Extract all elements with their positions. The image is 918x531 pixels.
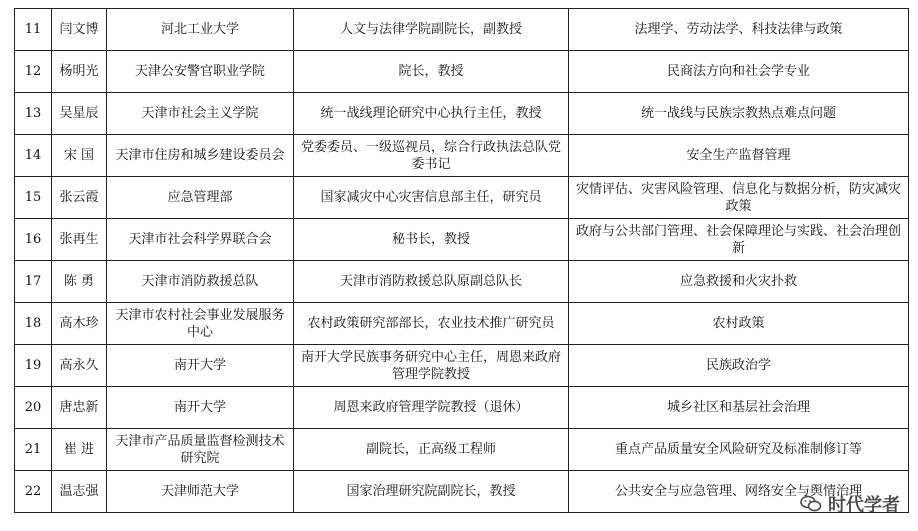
position-title-cell: 国家减灾中心灾害信息部主任，研究员 bbox=[294, 177, 569, 219]
table-row bbox=[15, 93, 909, 135]
table-row bbox=[15, 51, 909, 93]
organization-cell: 应急管理部 bbox=[107, 177, 294, 219]
person-name-cell: 张再生 bbox=[52, 219, 107, 261]
position-title-cell: 党委委员、一级巡视员，综合行政执法总队党委书记 bbox=[294, 135, 569, 177]
organization-cell: 南开大学 bbox=[107, 345, 294, 387]
organization-cell: 天津师范大学 bbox=[107, 471, 294, 513]
wechat-icon bbox=[800, 495, 822, 513]
organization-cell: 天津市社会主义学院 bbox=[107, 93, 294, 135]
table-row bbox=[15, 303, 909, 345]
table-row bbox=[15, 135, 909, 177]
person-name-cell: 高木珍 bbox=[52, 303, 107, 345]
table-row bbox=[15, 471, 909, 513]
expertise-field-cell: 重点产品质量安全风险研究及标准制修订等 bbox=[569, 429, 909, 471]
row-number-cell: 18 bbox=[15, 303, 52, 345]
position-title-cell: 院长，教授 bbox=[294, 51, 569, 93]
expertise-field-cell: 统一战线与民族宗教热点难点问题 bbox=[569, 93, 909, 135]
row-number-cell: 15 bbox=[15, 177, 52, 219]
organization-cell: 天津公安警官职业学院 bbox=[107, 51, 294, 93]
row-number-cell: 13 bbox=[15, 93, 52, 135]
experts-table-body bbox=[15, 9, 909, 513]
row-number-cell: 12 bbox=[15, 51, 52, 93]
expertise-field-cell: 灾情评估、灾害风险管理、信息化与数据分析，防灾减灾政策 bbox=[569, 177, 909, 219]
position-title-cell: 南开大学民族事务研究中心主任，周恩来政府管理学院教授 bbox=[294, 345, 569, 387]
watermark bbox=[800, 491, 900, 517]
position-title-cell: 统一战线理论研究中心执行主任，教授 bbox=[294, 93, 569, 135]
row-number-cell: 17 bbox=[15, 261, 52, 303]
position-title-cell: 国家治理研究院副院长，教授 bbox=[294, 471, 569, 513]
organization-cell: 天津市农村社会事业发展服务中心 bbox=[107, 303, 294, 345]
organization-cell: 南开大学 bbox=[107, 387, 294, 429]
table-row bbox=[15, 177, 909, 219]
expertise-field-cell: 法理学、劳动法学、科技法律与政策 bbox=[569, 9, 909, 51]
position-title-cell: 人文与法律学院副院长，副教授 bbox=[294, 9, 569, 51]
position-title-cell: 天津市消防救援总队原副总队长 bbox=[294, 261, 569, 303]
row-number-cell: 16 bbox=[15, 219, 52, 261]
row-number-cell: 11 bbox=[15, 9, 52, 51]
organization-cell: 河北工业大学 bbox=[107, 9, 294, 51]
organization-cell: 天津市产品质量监督检测技术研究院 bbox=[107, 429, 294, 471]
organization-cell: 天津市社会科学界联合会 bbox=[107, 219, 294, 261]
row-number-cell: 14 bbox=[15, 135, 52, 177]
person-name-cell: 陈 勇 bbox=[52, 261, 107, 303]
expertise-field-cell: 民族政治学 bbox=[569, 345, 909, 387]
table-row bbox=[15, 429, 909, 471]
row-number-cell: 20 bbox=[15, 387, 52, 429]
expertise-field-cell: 公共安全与应急管理、网络安全与舆情治理 bbox=[569, 471, 909, 513]
expertise-field-cell: 安全生产监督管理 bbox=[569, 135, 909, 177]
person-name-cell: 高永久 bbox=[52, 345, 107, 387]
row-number-cell: 22 bbox=[15, 471, 52, 513]
table-row bbox=[15, 261, 909, 303]
expertise-field-cell: 政府与公共部门管理、社会保障理论与实践、社会治理创新 bbox=[569, 219, 909, 261]
person-name-cell: 宋 国 bbox=[52, 135, 107, 177]
expertise-field-cell: 应急救援和火灾扑救 bbox=[569, 261, 909, 303]
row-number-cell: 19 bbox=[15, 345, 52, 387]
organization-cell: 天津市消防救援总队 bbox=[107, 261, 294, 303]
person-name-cell: 唐忠新 bbox=[52, 387, 107, 429]
table-row bbox=[15, 9, 909, 51]
person-name-cell: 吴星辰 bbox=[52, 93, 107, 135]
watermark-text: 时代学者 bbox=[828, 495, 900, 516]
table-row bbox=[15, 219, 909, 261]
experts-table bbox=[14, 8, 909, 513]
person-name-cell: 温志强 bbox=[52, 471, 107, 513]
position-title-cell: 秘书长，教授 bbox=[294, 219, 569, 261]
person-name-cell: 崔 进 bbox=[52, 429, 107, 471]
table-row bbox=[15, 345, 909, 387]
person-name-cell: 杨明光 bbox=[52, 51, 107, 93]
organization-cell: 天津市住房和城乡建设委员会 bbox=[107, 135, 294, 177]
position-title-cell: 周恩来政府管理学院教授（退休） bbox=[294, 387, 569, 429]
position-title-cell: 副院长，正高级工程师 bbox=[294, 429, 569, 471]
row-number-cell: 21 bbox=[15, 429, 52, 471]
person-name-cell: 闫文博 bbox=[52, 9, 107, 51]
expertise-field-cell: 农村政策 bbox=[569, 303, 909, 345]
position-title-cell: 农村政策研究部部长，农业技术推广研究员 bbox=[294, 303, 569, 345]
expertise-field-cell: 民商法方向和社会学专业 bbox=[569, 51, 909, 93]
table-row bbox=[15, 387, 909, 429]
expertise-field-cell: 城乡社区和基层社会治理 bbox=[569, 387, 909, 429]
person-name-cell: 张云霞 bbox=[52, 177, 107, 219]
